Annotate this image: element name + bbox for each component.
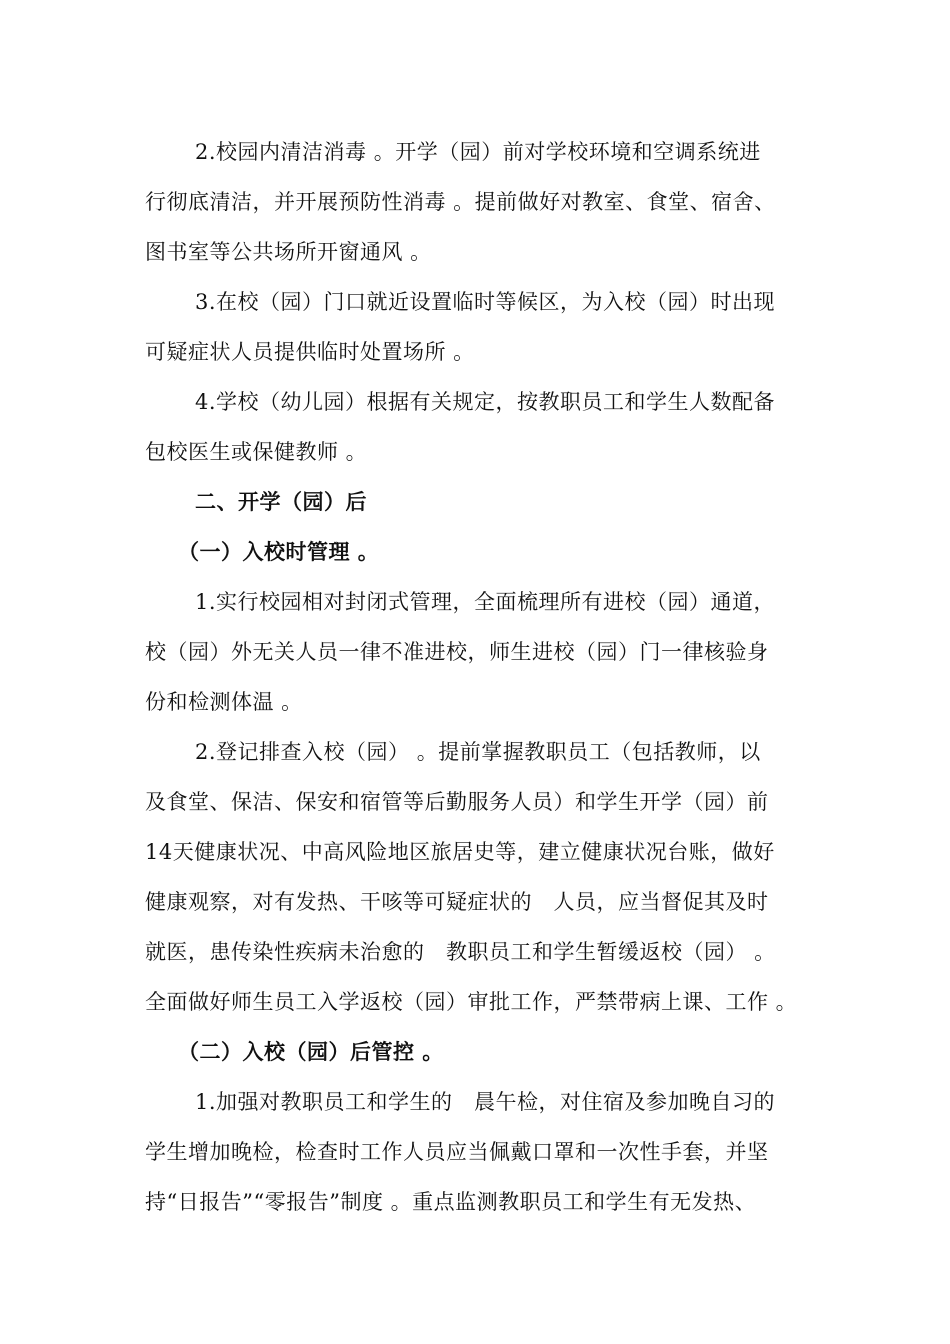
paragraph-line: 1.实行校园相对封闭式管理，全面梳理所有进校（园）通道， [195,590,776,614]
paragraph-line: 14天健康状况、中高风险地区旅居史等，建立健康状况台账，做好 [145,840,775,864]
paragraph-line: 2.登记排查入校（园） 。提前掌握教职员工（包括教师，以 [195,740,761,764]
paragraph-line: 2.校园内清洁消毒 。开学（园）前对学校环境和空调系统进 [195,140,761,164]
paragraph-line: 持“日报告”“零报告”制度 。重点监测教职员工和学生有无发热、 [145,1190,757,1214]
paragraph-line: 图书室等公共场所开窗通风 。 [145,240,432,264]
paragraph-line: 及食堂、保洁、保安和宿管等后勤服务人员）和学生开学（园）前 [145,790,769,814]
paragraph-line: 1.加强对教职员工和学生的 晨午检，对住宿及参加晚自习的 [195,1090,776,1114]
section-heading: 二、开学（园）后 [195,490,367,514]
paragraph-line: 全面做好师生员工入学返校（园）审批工作，严禁带病上课、工作 。 [145,990,798,1014]
paragraph-line: 3.在校（园）门口就近设置临时等候区，为入校（园）时出现 [195,290,776,314]
paragraph-line: 4.学校（幼儿园）根据有关规定，按教职员工和学生人数配备 [195,390,776,414]
paragraph-line: 可疑症状人员提供临时处置场所 。 [145,340,475,364]
subsection-heading: （二）入校（园）后管控 。 [178,1040,444,1064]
paragraph-line: 校（园）外无关人员一律不准进校，师生进校（园）门一律核验身 [145,640,769,664]
subsection-heading: （一）入校时管理 。 [178,540,380,564]
paragraph-line: 行彻底清洁，并开展预防性消毒 。提前做好对教室、食堂、宿舍、 [145,190,776,214]
paragraph-line: 份和检测体温 。 [145,690,303,714]
paragraph-line: 健康观察，对有发热、干咳等可疑症状的 人员，应当督促其及时 [145,890,769,914]
paragraph-line: 就医，患传染性疾病未治愈的 教职员工和学生暂缓返校（园） 。 [145,940,776,964]
paragraph-line: 包校医生或保健教师 。 [145,440,368,464]
paragraph-line: 学生增加晚检，检查时工作人员应当佩戴口罩和一次性手套，并坚 [145,1140,769,1164]
